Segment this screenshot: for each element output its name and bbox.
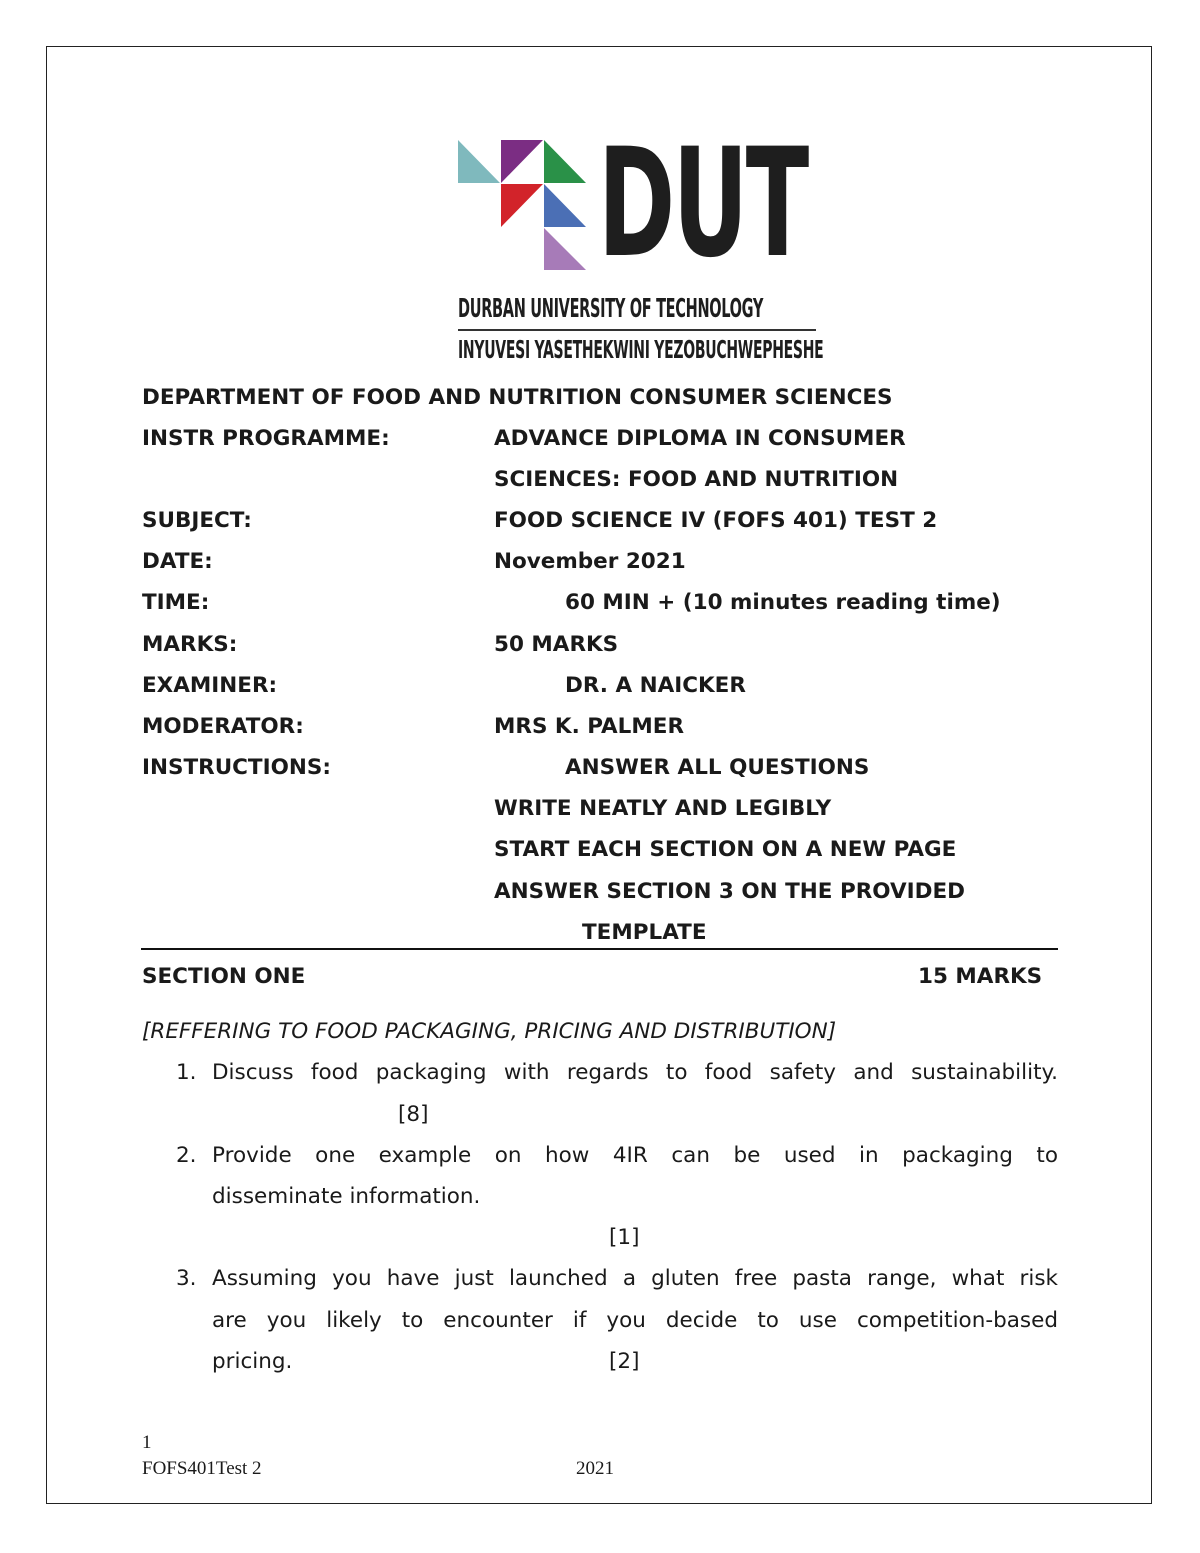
subject-label: SUBJECT: [142, 508, 252, 533]
question-number: 1. [176, 1060, 197, 1085]
question-text-line: pricing. [212, 1349, 293, 1374]
instruction-item: WRITE NEATLY AND LEGIBLY [494, 796, 832, 821]
programme-value-line2: SCIENCES: FOOD AND NUTRITION [494, 467, 899, 492]
footer-year: 2021 [576, 1458, 614, 1479]
question-mark: [1] [609, 1225, 640, 1250]
section-marks: 15 MARKS [918, 964, 1043, 989]
time-value: 60 MIN + (10 minutes reading time) [565, 590, 1001, 615]
section-title: SECTION ONE [142, 964, 306, 989]
question-text [212, 1307, 1058, 1335]
logo-divider [458, 329, 816, 331]
dut-triangle-mark [458, 140, 588, 270]
instruction-item: TEMPLATE [582, 920, 707, 945]
question-number: 3. [176, 1266, 197, 1291]
question-text [212, 1142, 1058, 1170]
question-text-line: Discuss food packaging with regards to food safety and sustainability. [212, 1060, 1058, 1085]
question-text-line: are you likely to encounter if you decide to use competition-based [212, 1308, 1058, 1333]
moderator-value: MRS K. PALMER [494, 714, 684, 739]
logo-triangle-teal [458, 140, 500, 183]
logo-triangle-red [501, 184, 543, 227]
question-text-line: disseminate information. [212, 1184, 481, 1209]
programme-label: INSTR PROGRAMME: [142, 426, 390, 451]
subject-value: FOOD SCIENCE IV (FOFS 401) TEST 2 [494, 508, 938, 533]
logo-university-name-zulu: INYUVESI YASETHEKWINI YEZOBUCHWEPHESHE [458, 335, 824, 364]
examiner-value: DR. A NAICKER [565, 673, 746, 698]
programme-value-line1: ADVANCE DIPLOMA IN CONSUMER [494, 426, 906, 451]
question-text [212, 1059, 1058, 1087]
instruction-item: ANSWER SECTION 3 ON THE PROVIDED [494, 879, 965, 904]
logo-triangle-lilac [544, 228, 586, 270]
section-divider [141, 948, 1058, 950]
instruction-item: START EACH SECTION ON A NEW PAGE [494, 837, 957, 862]
marks-label: MARKS: [142, 632, 238, 657]
logo-triangle-blue [544, 184, 586, 227]
department-title: DEPARTMENT OF FOOD AND NUTRITION CONSUMER SCIENCES [142, 385, 893, 410]
dut-logo [458, 117, 824, 365]
footer-doc-name: FOFS401Test 2 [142, 1458, 262, 1479]
logo-triangle-purple [501, 140, 543, 183]
marks-value: 50 MARKS [494, 632, 619, 657]
instructions-label: INSTRUCTIONS: [142, 755, 331, 780]
footer-page-number: 1 [142, 1432, 152, 1453]
question-number: 2. [176, 1143, 197, 1168]
question-text-line: Assuming you have just launched a gluten free pasta range, what risk [212, 1266, 1058, 1291]
question-mark: [2] [609, 1349, 640, 1374]
logo-university-name: DURBAN UNIVERSITY OF TECHNOLOGY [458, 294, 764, 324]
instruction-item: ANSWER ALL QUESTIONS [565, 755, 870, 780]
logo-wordmark: DUT [598, 117, 807, 291]
examiner-label: EXAMINER: [142, 673, 278, 698]
section-context: [REFFERING TO FOOD PACKAGING, PRICING AND DISTRIBUTION] [142, 1019, 837, 1044]
time-label: TIME: [142, 590, 210, 615]
moderator-label: MODERATOR: [142, 714, 304, 739]
question-text [212, 1265, 1058, 1293]
logo-triangle-green [544, 140, 586, 183]
date-label: DATE: [142, 549, 213, 574]
question-mark: [8] [398, 1102, 429, 1127]
question-text-line: Provide one example on how 4IR can be used in packaging to [212, 1143, 1058, 1168]
date-value: November 2021 [494, 549, 686, 574]
